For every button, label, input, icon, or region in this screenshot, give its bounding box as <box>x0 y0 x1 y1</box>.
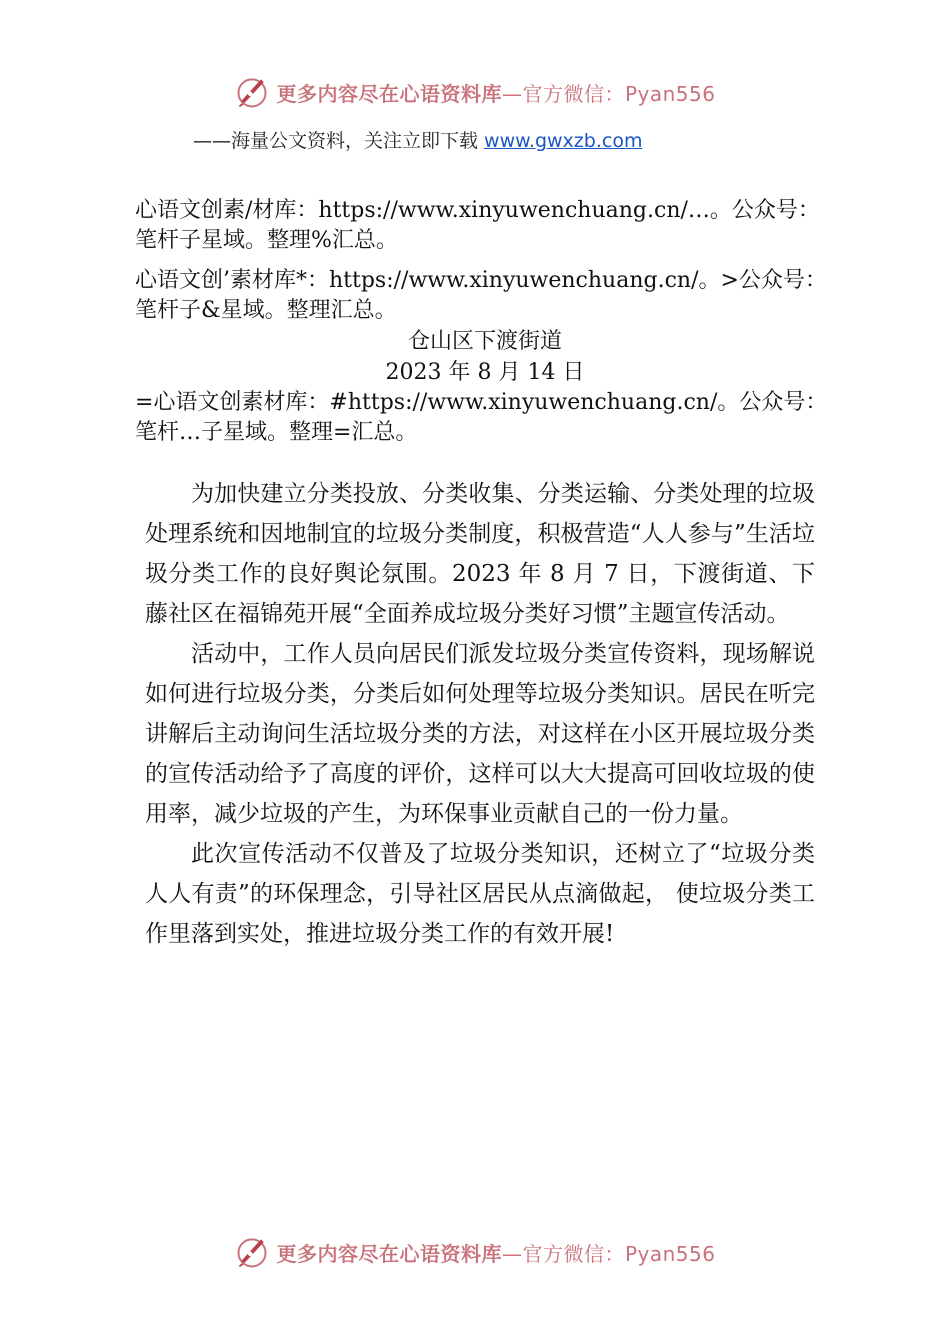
download-notice <box>193 126 642 153</box>
header-banner <box>0 70 950 114</box>
source-line-3: =心语文创素材库：#https://www.xinyuwenchuang.cn/。公众号：笔杆…子星域。整理=汇总。 <box>135 390 828 445</box>
document-date: 2023 年 8 月 14 日 <box>385 360 585 385</box>
header-banner-inner <box>234 74 715 110</box>
article-text <box>145 474 815 954</box>
download-notice-text: ——海量公文资料，关注立即下载 <box>193 130 485 152</box>
paragraph-1: 为加快建立分类投放、分类收集、分类运输、分类处理的垃圾处理系统和因地制宜的垃圾分类制度，积极营造“人人参与”生活垃圾分类工作的良好舆论氛围。2023 年 8 月 7 日，下渡街道、下藤社区在福锦苑开展“全面养成垃圾分类好习惯”主题宣传活动。 <box>145 481 815 627</box>
source-line-2: 心语文创’素材库*：https://www.xinyuwenchuang.cn/。>公众号：笔杆子&星域。整理汇总。 <box>135 268 827 323</box>
download-link[interactable]: www.gwxzb.com <box>484 130 643 152</box>
header-banner-wechat: —官方微信：Pyan556 <box>501 81 716 106</box>
source-line-1: 心语文创素/材库：https://www.xinyuwenchuang.cn/…。公众号：笔杆子星域。整理%汇总。 <box>135 198 820 253</box>
quill-seal-icon <box>234 1234 270 1270</box>
header-banner-title: 更多内容尽在心语资料库 <box>276 81 502 106</box>
footer-banner-wechat: —官方微信：Pyan556 <box>501 1241 716 1266</box>
footer-banner <box>0 1230 950 1274</box>
footer-banner-title: 更多内容尽在心语资料库 <box>276 1241 502 1266</box>
footer-banner-inner <box>234 1234 715 1270</box>
header-banner-text <box>276 78 715 107</box>
footer-banner-text <box>276 1238 715 1267</box>
document-body <box>135 196 835 954</box>
paragraph-3: 此次宣传活动不仅普及了垃圾分类知识，还树立了“垃圾分类人人有责”的环保理念，引导社区居民从点滴做起， 使垃圾分类工作里落到实处，推进垃圾分类工作的有效开展! <box>145 841 815 947</box>
paragraph-2: 活动中，工作人员向居民们派发垃圾分类宣传资料，现场解说如何进行垃圾分类，分类后如何处理等垃圾分类知识。居民在听完讲解后主动询问生活垃圾分类的方法，对这样在小区开展垃圾分类的宣传活动给予了高度的评价，这样可以大大提高可回收垃圾的使用率，减少垃圾的产生，为环保事业贡献自己的一份力量。 <box>145 641 815 827</box>
quill-seal-icon <box>234 74 270 110</box>
org-name: 仓山区下渡街道 <box>407 329 562 354</box>
